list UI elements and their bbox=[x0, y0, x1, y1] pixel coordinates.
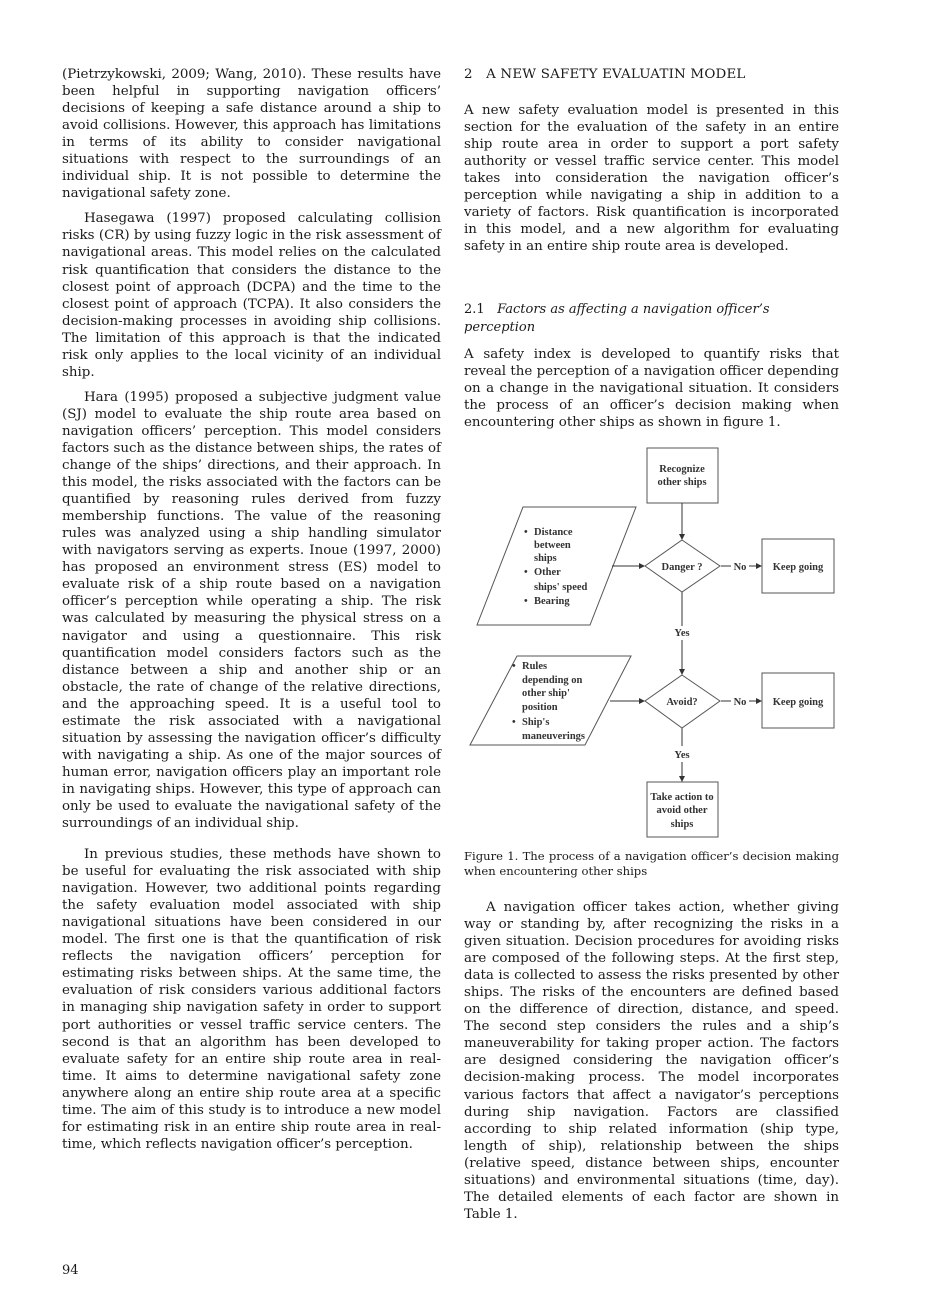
paragraph: A navigation officer takes action, whether giving way or standing by, after recognizing the risks in a given situation. Decision procedures for avoiding risks are composed of the following steps. At the first step, data is collected to assess the risks presented by other ships. The risks of the encounters are defined based on the difference of direction, distance, and speed. The second step considers the rules and a ship’s maneuverability for taking proper action. The factors are designed considering the navigation officer’s decision-making process. The model incorporates various factors that affect a navigator’s perceptions during ship navigation. Factors are classified according to ship related information (ship type, length of ship), relationship between the ships (relative speed, distance between ships, encounter situations) and environmental situations (time, day). The detailed elements of each factor are shown in Table 1. bbox=[464, 900, 839, 1222]
keep-going-box-1 bbox=[762, 539, 834, 593]
input-item: ships bbox=[534, 553, 557, 564]
paragraph: Hara (1995) proposed a subjective judgment value (SJ) model to evaluate the ship route area based on navigation officers’ perception. This model considers factors such as the distance between ships, the rates of change of the ships’ directions, and their approach. In this model, the risks associated with the factors can be quantified by reasoning rules derived from fuzzy membership functions. The value of the reasoning rules was analyzed using a ship handling simulator with navigators serving as experts. Inoue (1997, 2000) has proposed an environment stress (ES) model to evaluate risk of a ship route based on a navigation officer’s perception while operating a ship. The risk was calculated by measuring the physical stress on a navigator and using a questionnaire. This risk quantification model considers factors such as the distance between a ship and another ship or an obstacle, the rate of change of the relative directions, and the approaching speed. It is a useful tool to estimate the risk associated with a navigational situation by assessing the navigation officer’s difficulty with navigating a ship. As one of the major sources of human error, navigation officers play an important role in navigating ships. However, this type of approach can only be used to evaluate the navigational safety of the surroundings of an individual ship. bbox=[62, 389, 441, 832]
page-number: 94 bbox=[62, 1263, 79, 1278]
subsection-number: 2.1 bbox=[464, 302, 485, 318]
svg-text:•: • bbox=[524, 567, 528, 578]
start-label: Recognize bbox=[659, 464, 705, 475]
end-label: Take action to bbox=[650, 792, 714, 803]
subsection-heading bbox=[464, 301, 839, 335]
svg-text:•: • bbox=[524, 596, 528, 607]
input-item: ships' speed bbox=[534, 582, 588, 593]
svg-text:•: • bbox=[524, 527, 528, 538]
yes-label: Yes bbox=[674, 750, 690, 761]
no-label: No bbox=[733, 697, 747, 708]
end-label: avoid other bbox=[656, 805, 708, 816]
left-column bbox=[62, 66, 441, 1153]
input-item: depending on bbox=[522, 675, 583, 686]
input-item: position bbox=[522, 702, 558, 713]
input-item: other ship' bbox=[522, 688, 570, 699]
decision-danger-label: Danger ? bbox=[661, 562, 703, 573]
input-item: Bearing bbox=[534, 596, 570, 607]
input-item: Ship's bbox=[522, 717, 550, 728]
end-label: ships bbox=[670, 819, 694, 830]
yes-label: Yes bbox=[674, 628, 690, 639]
input-item: Rules bbox=[522, 661, 548, 672]
figure-caption: Figure 1. The process of a navigation officer’s decision making when encountering other ships bbox=[464, 849, 839, 878]
no-label: No bbox=[733, 562, 747, 573]
input-item: Other bbox=[534, 567, 561, 578]
start-label: other ships bbox=[657, 477, 707, 488]
paragraph: A safety index is developed to quantify risks that reveal the perception of a navigation officer depending on a change in the navigational situation. It considers the process of an officer’s decision making when encountering other ships as shown in figure 1. bbox=[464, 346, 839, 430]
input-box-1 bbox=[477, 507, 636, 625]
section-heading: 2 A NEW SAFETY EVALUATIN MODEL bbox=[464, 67, 746, 82]
input-item: between bbox=[534, 540, 571, 551]
paragraph: Hasegawa (1997) proposed calculating collision risks (CR) by using fuzzy logic in the risk assessment of navigational areas. This model relies on the calculated risk quantification that considers the distance to the closest point of approach (DCPA) and the time to the closest point of approach (TCPA). It also considers the decision-making processes in avoiding ship collisions. The limitation of this approach is that the indicated risk only applies to the local vicinity of an individual ship. bbox=[62, 211, 441, 380]
paragraph: A new safety evaluation model is presented in this section for the evaluation of the safety in an entire ship route area in order to support a port safety authority or vessel traffic service center. This model takes into consideration the navigation officer’s perception while navigating a ship in addition to a variety of factors. Risk quantification is incorporated in this model, and a new algorithm for evaluating safety in an entire ship route area is developed. bbox=[464, 103, 839, 255]
keep-going-label: Keep going bbox=[772, 697, 824, 708]
end-box bbox=[647, 782, 718, 837]
decision-avoid bbox=[645, 675, 720, 728]
keep-going-box-2 bbox=[762, 673, 834, 728]
paragraph: (Pietrzykowski, 2009; Wang, 2010). These results have been helpful in supporting navigation officers’ decisions of keeping a safe distance around a ship to avoid collisions. However, this approach has limitations in terms of its ability to consider navigational situations with respect to the surroundings of an individual ship. It is not possible to determine the navigational safety zone. bbox=[62, 67, 441, 202]
subsection-title: Factors as affecting a navigation officer’s perception bbox=[464, 302, 770, 335]
input-item: maneuverings bbox=[522, 731, 585, 742]
start-box bbox=[647, 448, 718, 503]
input-1-list bbox=[524, 527, 588, 607]
paragraph: In previous studies, these methods have shown to be useful for evaluating the risk associated with ship navigation. However, two additional points regarding the safety evaluation model associated with ship navigational situations have been considered in our model. The first one is that the quantification of risk reflects the navigation officers’ perception for estimating risks between ships. At the same time, the evaluation of risk considers various additional factors in managing ship navigation safety in order to support port authorities or vessel traffic service centers. The second is that an algorithm has been developed to evaluate safety for an entire ship route area in real-time. It aims to determine navigational safety zone anywhere along an entire ship route area at a specific time. The aim of this study is to introduce a new model for estimating risk in an entire ship route area in real-time, which reflects navigation officer’s perception. bbox=[62, 847, 441, 1152]
right-column bbox=[464, 66, 839, 431]
input-box-2 bbox=[470, 656, 631, 745]
right-column-lower bbox=[464, 899, 839, 1223]
svg-text:•: • bbox=[512, 717, 516, 728]
input-item: Distance bbox=[534, 527, 573, 538]
input-2-list bbox=[512, 661, 585, 742]
decision-avoid-label: Avoid? bbox=[666, 697, 698, 708]
decision-danger bbox=[645, 540, 720, 592]
svg-text:•: • bbox=[512, 661, 516, 672]
keep-going-label: Keep going bbox=[772, 562, 824, 573]
